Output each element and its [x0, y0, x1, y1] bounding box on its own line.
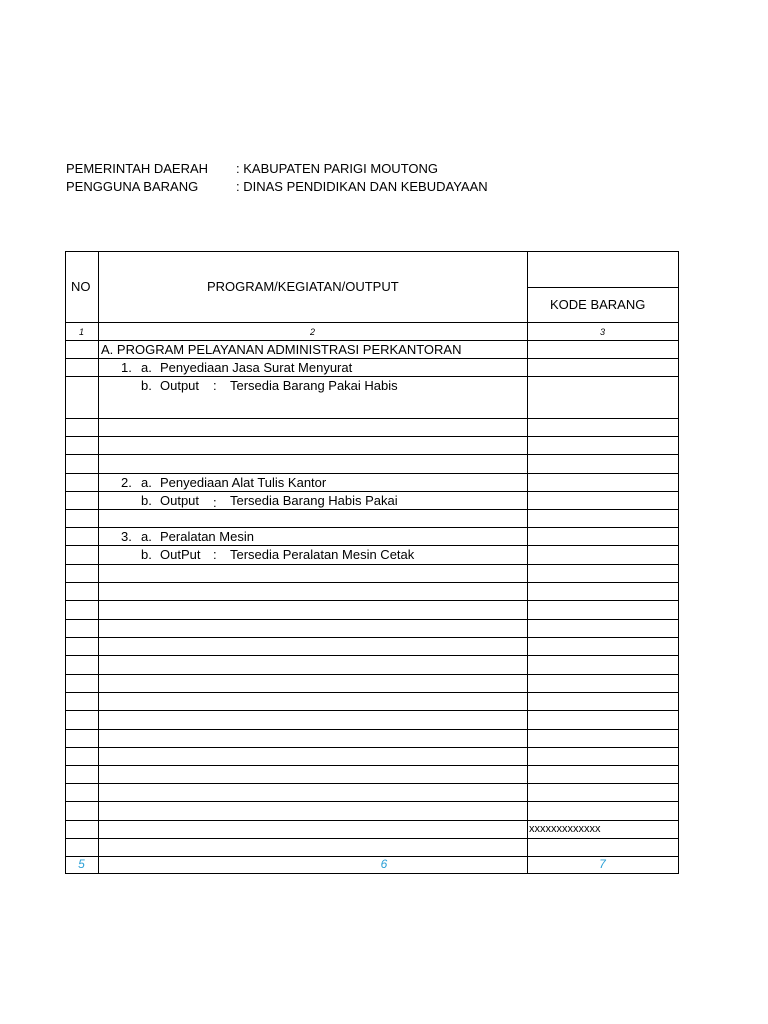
kegiatan-3-b [141, 547, 414, 562]
kegiatan-number: 2. [121, 475, 132, 490]
row-line [65, 729, 679, 730]
row-line [65, 692, 679, 693]
header-split-line [527, 287, 679, 288]
kegiatan-b-label: OutPut [160, 547, 201, 562]
header-pengguna [66, 179, 488, 194]
row-line [65, 619, 679, 620]
table-border-right [678, 251, 679, 874]
footer-num-6: 6 [380, 857, 388, 871]
row-line [65, 783, 679, 784]
pengguna-label: PENGGUNA BARANG [66, 179, 199, 194]
table-divider-no [98, 251, 99, 874]
kegiatan-b-letter: b. [141, 493, 152, 508]
row-line [65, 710, 679, 711]
row-line [65, 765, 679, 766]
program-a-row [101, 342, 462, 357]
table-border-bottom [65, 873, 679, 874]
kegiatan-b-colon: : [213, 495, 217, 510]
kegiatan-a-letter: a. [141, 360, 152, 375]
row-line [65, 838, 679, 839]
kegiatan-a-text: Penyediaan Alat Tulis Kantor [160, 475, 327, 490]
row-line [65, 600, 679, 601]
row-line [65, 582, 679, 583]
row-line [65, 473, 679, 474]
kegiatan-b-letter: b. [141, 547, 152, 562]
program-title: PROGRAM PELAYANAN ADMINISTRASI PERKANTORAN [116, 342, 462, 357]
row-line [65, 509, 679, 510]
row-line [65, 801, 679, 802]
col-num-1: 1 [78, 327, 84, 337]
row-line [65, 376, 679, 377]
table-border-top [65, 251, 679, 252]
kegiatan-a-letter: a. [141, 529, 152, 544]
kegiatan-b-letter: b. [141, 378, 152, 393]
kegiatan-b-text: Tersedia Barang Pakai Habis [230, 378, 398, 393]
row-line [65, 747, 679, 748]
header-pemerintah [66, 161, 438, 176]
inventory-table [65, 251, 679, 874]
kegiatan-b-label: Output [160, 493, 200, 508]
kegiatan-1-a [121, 360, 352, 375]
program-letter: A. [101, 342, 114, 357]
kegiatan-3-a [121, 529, 254, 544]
row-line [65, 436, 679, 437]
num-row-bottom-line [65, 340, 679, 341]
pemerintah-label: PEMERINTAH DAERAH [66, 161, 209, 176]
col-header-no: NO [71, 279, 91, 294]
table-divider-program [527, 251, 528, 874]
pengguna-value: : DINAS PENDIDIKAN DAN KEBUDAYAAN [236, 179, 488, 194]
footer-num-7: 7 [599, 857, 606, 871]
row-line [65, 545, 679, 546]
row-line [65, 674, 679, 675]
row-line [65, 655, 679, 656]
row-line [65, 820, 679, 821]
row-line [65, 418, 679, 419]
kegiatan-2-b [141, 493, 398, 508]
header-bottom-line [65, 322, 679, 323]
kode-barang-placeholder: xxxxxxxxxxxxx [529, 823, 601, 835]
row-line [65, 527, 679, 528]
kegiatan-b-text: Tersedia Barang Habis Pakai [230, 493, 398, 508]
kegiatan-1-b [141, 378, 398, 393]
kegiatan-a-text: Penyediaan Jasa Surat Menyurat [160, 360, 353, 375]
kegiatan-b-colon: : [213, 547, 217, 562]
row-line [65, 454, 679, 455]
table-border-left [65, 251, 66, 874]
col-header-kode: KODE BARANG [550, 297, 646, 312]
kegiatan-b-label: Output [160, 378, 200, 393]
row-line [65, 358, 679, 359]
col-header-program: PROGRAM/KEGIATAN/OUTPUT [207, 279, 399, 294]
kegiatan-b-colon: : [213, 378, 217, 393]
kegiatan-b-text: Tersedia Peralatan Mesin Cetak [230, 547, 415, 562]
col-num-2: 2 [309, 327, 315, 337]
kegiatan-number: 3. [121, 529, 132, 544]
row-line [65, 564, 679, 565]
kegiatan-number: 1. [121, 360, 132, 375]
col-num-3: 3 [599, 327, 605, 337]
kegiatan-2-a [121, 475, 326, 490]
pemerintah-value: : KABUPATEN PARIGI MOUTONG [236, 161, 439, 176]
footer-num-5: 5 [78, 857, 85, 871]
row-line [65, 491, 679, 492]
kegiatan-a-letter: a. [141, 475, 152, 490]
kegiatan-a-text: Peralatan Mesin [160, 529, 254, 544]
row-line [65, 637, 679, 638]
